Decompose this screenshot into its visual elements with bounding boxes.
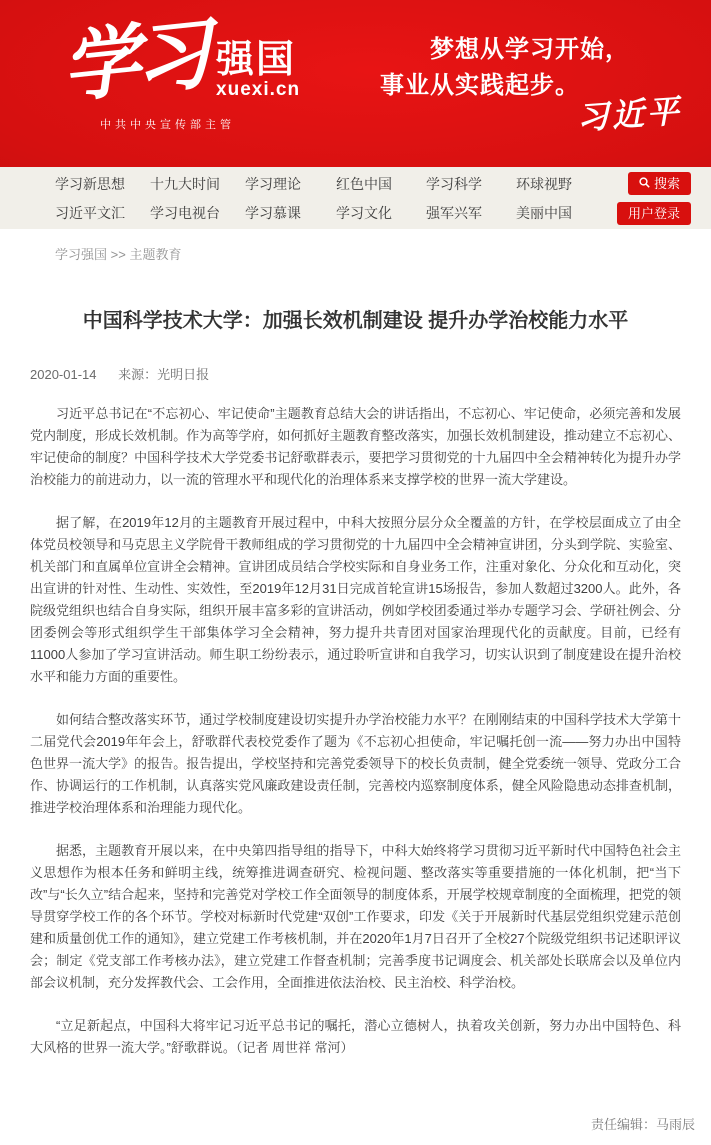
main-nav [0,167,711,229]
page-footer [0,1080,711,1145]
nav-item-meili-zhongguo[interactable]: 美丽中国 [516,204,572,221]
breadcrumb [0,229,711,263]
article-title: 中国科学技术大学：加强长效机制建设 提升办学治校能力水平 [82,310,629,332]
banner-slogan [380,34,690,140]
nav-item-huanqiu-shiye[interactable]: 环球视野 [516,175,572,192]
nav-item-xuexi-wenhua[interactable]: 学习文化 [336,204,392,221]
article-paragraph: 习近平总书记在“不忘初心、牢记使命”主题教育总结大会的讲话指出，不忘初心、牢记使命，必须完善和发展党内制度，形成长效机制。作为高等学府，如何抓好主题教育整改落实，加强长效机制建设，推动建立不忘初心、牢记使命的制度？中国科学技术大学党委书记舒歌群表示，要把学习贯彻党的十九届四中全会精神转化为提升办学治校能力的前进动力，以一流的管理水平和现代化的治理体系来支撑学校的世界一流大学建设。 [30,406,681,487]
article-source: 来源：光明日报 [118,367,210,382]
nav-item-qiangjun-xingjun[interactable]: 强军兴军 [426,204,482,221]
nav-buttons [617,172,691,225]
logo-calligraphy-text: 学习 [57,8,211,114]
article-paragraph: 据悉，主题教育开展以来，在中央第四指导组的指导下，中科大始终将学习贯彻习近平新时代中国特色社会主义思想作为根本任务和鲜明主线，统筹推进调查研究、检视问题、整改落实等重要措施的一体化机制，把“当下改”与“长久立”结合起来，坚持和完善党对学校工作全面领导的制度体系，开展学校规章制度的全面梳理，把党的领导贯穿学校工作的各个环节。学校对标新时代党建“双创”工作要求，印发《关于开展新时代基层党组织党建示范创建和质量创优工作的通知》，建立党建工作考核机制，并在2020年1月7日召开了全校27个院级党组织书记述职评议会；制定《党支部工作考核办法》，建立党建工作督查机制；完善季度书记调度会、机关部处长联席会以及单位内部会议机制，充分发挥教代会、工会作用，全面推进依法治校、民主治校、科学治校。 [30,843,681,990]
nav-item-xuexi-dianshitai[interactable]: 学习电视台 [150,204,220,221]
nav-item-xuexi-muke[interactable]: 学习慕课 [245,204,301,221]
nav-item-xuexi-xinsixiang[interactable]: 学习新思想 [55,175,125,192]
logo-subtitle: 中共中央宣传部主管 [100,119,235,131]
breadcrumb-separator: >> [107,247,130,262]
login-button-label: 用户登录 [627,205,680,221]
logo-block-text: 强国 [216,39,297,81]
nav-item-xjp-wenhui[interactable]: 习近平文汇 [55,204,125,221]
search-icon [639,177,650,190]
search-button-label: 搜索 [653,175,680,191]
article-paragraph: 据了解，在2019年12月的主题教育开展过程中，中科大按照分层分众全覆盖的方针，在学校层面成立了由全体党员校领导和马克思主义学院骨干教师组成的学习贯彻党的十九届四中全会精神宣讲团，分头到学院、实验室、机关部门和直属单位宣讲全会精神。宣讲团成员结合学校实际和自身业务工作，注重对象化、分众化和互动化，突出宣讲的针对性、生动性、实效性，至2019年12月31日完成首轮宣讲15场报告，参加人数超过3200人。此外，各院级党组织也结合自身实际，组织开展丰富多彩的宣讲活动，例如学校团委通过举办专题学习会、学研社例会、分团委例会等形式组织学生干部集体学习全会精神，努力提升共青团对国家治理现代化的贡献度。目前，已经有11000人参加了学习宣讲活动。师生职工纷纷表示，通过聆听宣讲和自我学习，切实认识到了制度建设在提升治校水平和能力方面的重要性。 [30,515,681,684]
nav-item-hongse-zhongguo[interactable]: 红色中国 [336,175,392,192]
logo-domain-text: xuexi.cn [216,79,301,100]
nav-item-shijiuda-shijian[interactable]: 十九大时间 [150,175,220,192]
site-logo[interactable] [57,8,301,132]
article-meta [30,364,681,383]
article-paragraph: 如何结合整改落实环节，通过学校制度建设切实提升办学治校能力水平？在刚刚结束的中国科学技术大学第十二届党代会2019年年会上，舒歌群代表校党委作了题为《不忘初心担使命，牢记嘱托创一流——努力办出中国特色世界一流大学》的报告。报告提出，学校坚持和完善党委领导下的校长负责制，健全党委统一领导、党政分工合作、协调运行的工作机制，认真落实党风廉政建设责任制，完善校内巡察制度体系，健全风险隐患动态排查机制，推进学校治理体系和治理能力现代化。 [30,712,681,815]
header-banner [0,0,711,167]
login-button[interactable] [617,202,691,225]
nav-item-xuexi-kexue[interactable]: 学习科学 [426,175,482,192]
search-button[interactable] [628,172,691,195]
signature-calligraphy: 习近平 [575,91,683,138]
nav-item-xuexi-lilun[interactable]: 学习理论 [245,175,301,192]
responsible-editor: 责任编辑：马雨辰 [590,1117,695,1132]
slogan-line2: 事业从实践起步。 [380,70,580,99]
slogan-line1: 梦想从学习开始， [430,34,630,63]
article-container [0,303,711,1059]
article-body [30,403,681,1059]
breadcrumb-current: 主题教育 [129,247,182,262]
article-paragraph: “立足新起点，中国科大将牢记习近平总书记的嘱托，潜心立德树人，执着攻关创新，努力办出中国特色、科大风格的世界一流大学。”舒歌群说。（记者 周世祥 常河） [30,1018,681,1055]
breadcrumb-home[interactable]: 学习强国 [55,247,108,262]
article-date: 2020-01-14 [30,367,97,382]
nav-links [55,169,602,227]
